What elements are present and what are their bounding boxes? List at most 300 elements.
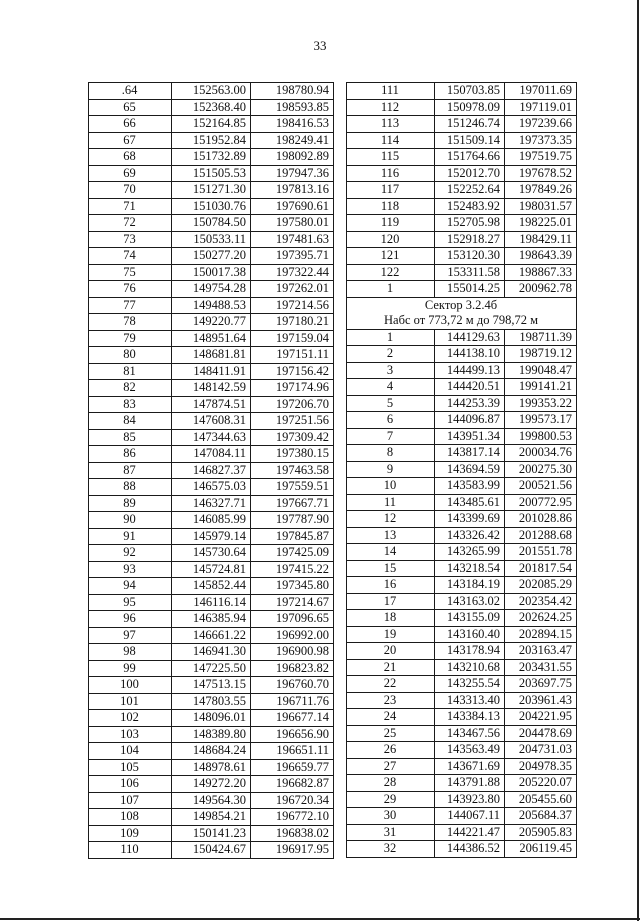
x-coordinate-cell: 143160.40 [435,626,505,643]
x-coordinate-cell: 151505.53 [172,165,251,182]
table-row [347,841,577,858]
y-coordinate-cell: 198092.89 [251,149,334,166]
table-row [347,248,577,265]
y-coordinate-cell: 199141.21 [505,379,577,396]
table-row [89,660,334,677]
y-coordinate-cell: 197690.61 [251,198,334,215]
point-number-cell: 1 [347,329,435,346]
x-coordinate-cell: 151732.89 [172,149,251,166]
point-number-cell: 2 [347,346,435,363]
table-row [347,643,577,660]
x-coordinate-cell: 151764.66 [435,149,505,166]
point-number-cell: 121 [347,248,435,265]
x-coordinate-cell: 144253.39 [435,395,505,412]
y-coordinate-cell: 203163.47 [505,643,577,660]
y-coordinate-cell: 197214.67 [251,594,334,611]
point-number-cell: 28 [347,775,435,792]
x-coordinate-cell: 143583.99 [435,478,505,495]
point-number-cell: 104 [89,743,172,760]
y-coordinate-cell: 196838.02 [251,825,334,842]
y-coordinate-cell: 198031.57 [505,198,577,215]
y-coordinate-cell: 197667.71 [251,495,334,512]
point-number-cell: 30 [347,808,435,825]
y-coordinate-cell: 197849.26 [505,182,577,199]
y-coordinate-cell: 197580.01 [251,215,334,232]
x-coordinate-cell: 148389.80 [172,726,251,743]
table-row [347,692,577,709]
x-coordinate-cell: 150784.50 [172,215,251,232]
point-number-cell: 20 [347,643,435,660]
x-coordinate-cell: 151509.14 [435,132,505,149]
table-row [89,677,334,694]
y-coordinate-cell: 197373.35 [505,132,577,149]
x-coordinate-cell: 143313.40 [435,692,505,709]
table-row [89,198,334,215]
point-number-cell: 95 [89,594,172,611]
y-coordinate-cell: 196656.90 [251,726,334,743]
y-coordinate-cell: 197214.56 [251,297,334,314]
x-coordinate-cell: 143923.80 [435,791,505,808]
x-coordinate-cell: 147225.50 [172,660,251,677]
point-number-cell: 120 [347,231,435,248]
table-row [347,610,577,627]
point-number-cell: 25 [347,725,435,742]
table-row [347,461,577,478]
point-number-cell: 7 [347,428,435,445]
x-coordinate-cell: 152012.70 [435,165,505,182]
x-coordinate-cell: 152483.92 [435,198,505,215]
x-coordinate-cell: 143467.56 [435,725,505,742]
y-coordinate-cell: 200772.95 [505,494,577,511]
x-coordinate-cell: 143255.54 [435,676,505,693]
table-row [89,479,334,496]
table-row [347,593,577,610]
table-row [347,412,577,429]
x-coordinate-cell: 151246.74 [435,116,505,133]
table-row [89,809,334,826]
y-coordinate-cell: 202894.15 [505,626,577,643]
point-number-cell: 102 [89,710,172,727]
y-coordinate-cell: 205905.83 [505,824,577,841]
point-number-cell: 86 [89,446,172,463]
point-number-cell: 98 [89,644,172,661]
y-coordinate-cell: 202085.29 [505,577,577,594]
y-coordinate-cell: 197206.70 [251,396,334,413]
y-coordinate-cell: 197309.42 [251,429,334,446]
x-coordinate-cell: 148411.91 [172,363,251,380]
point-number-cell: 109 [89,825,172,842]
y-coordinate-cell: 199353.22 [505,395,577,412]
point-number-cell: 107 [89,792,172,809]
table-row [89,743,334,760]
table-row [347,83,577,100]
point-number-cell: 105 [89,759,172,776]
x-coordinate-cell: 143384.13 [435,709,505,726]
y-coordinate-cell: 197011.69 [505,83,577,100]
point-number-cell: 94 [89,578,172,595]
y-coordinate-cell: 197845.87 [251,528,334,545]
table-row [347,676,577,693]
point-number-cell: 29 [347,791,435,808]
point-number-cell: 87 [89,462,172,479]
y-coordinate-cell: 197559.51 [251,479,334,496]
table-row [89,99,334,116]
x-coordinate-cell: 144138.10 [435,346,505,363]
x-coordinate-cell: 151030.76 [172,198,251,215]
x-coordinate-cell: 150533.11 [172,231,251,248]
x-coordinate-cell: 152368.40 [172,99,251,116]
sector-subtitle: Набс от 773,72 м до 798,72 м [347,313,577,329]
y-coordinate-cell: 197156.42 [251,363,334,380]
x-coordinate-cell: 143485.61 [435,494,505,511]
point-number-cell: .64 [89,83,172,100]
y-coordinate-cell: 196720.34 [251,792,334,809]
point-number-cell: 103 [89,726,172,743]
y-coordinate-cell: 197151.11 [251,347,334,364]
point-number-cell: 31 [347,824,435,841]
x-coordinate-cell: 143326.42 [435,527,505,544]
bottom-edge-line [0,918,640,920]
y-coordinate-cell: 201288.68 [505,527,577,544]
y-coordinate-cell: 197322.44 [251,264,334,281]
table-row [89,264,334,281]
y-coordinate-cell: 204978.35 [505,758,577,775]
table-row [347,215,577,232]
point-number-cell: 118 [347,198,435,215]
table-row [347,709,577,726]
point-number-cell: 119 [347,215,435,232]
x-coordinate-cell: 144096.87 [435,412,505,429]
table-row [89,462,334,479]
y-coordinate-cell: 199800.53 [505,428,577,445]
point-number-cell: 106 [89,776,172,793]
table-row [89,297,334,314]
x-coordinate-cell: 150141.23 [172,825,251,842]
y-coordinate-cell: 197947.36 [251,165,334,182]
table-row [347,281,577,298]
table-row [347,527,577,544]
x-coordinate-cell: 146327.71 [172,495,251,512]
point-number-cell: 97 [89,627,172,644]
y-coordinate-cell: 197251.56 [251,413,334,430]
point-number-cell: 116 [347,165,435,182]
y-coordinate-cell: 203431.55 [505,659,577,676]
point-number-cell: 96 [89,611,172,628]
y-coordinate-cell: 196992.00 [251,627,334,644]
y-coordinate-cell: 205455.60 [505,791,577,808]
x-coordinate-cell: 148681.81 [172,347,251,364]
point-number-cell: 13 [347,527,435,544]
table-row [89,561,334,578]
point-number-cell: 12 [347,511,435,528]
point-number-cell: 76 [89,281,172,298]
y-coordinate-cell: 200521.56 [505,478,577,495]
table-row [89,528,334,545]
y-coordinate-cell: 196772.10 [251,809,334,826]
table-row [89,149,334,166]
table-row [89,182,334,199]
point-number-cell: 88 [89,479,172,496]
y-coordinate-cell: 197463.58 [251,462,334,479]
y-coordinate-cell: 201551.78 [505,544,577,561]
x-coordinate-cell: 148142.59 [172,380,251,397]
x-coordinate-cell: 143184.19 [435,577,505,594]
point-number-cell: 80 [89,347,172,364]
x-coordinate-cell: 151271.30 [172,182,251,199]
x-coordinate-cell: 150703.85 [435,83,505,100]
y-coordinate-cell: 206119.45 [505,841,577,858]
y-coordinate-cell: 197159.04 [251,330,334,347]
x-coordinate-cell: 149488.53 [172,297,251,314]
table-row [89,116,334,133]
x-coordinate-cell: 152252.64 [435,182,505,199]
y-coordinate-cell: 200034.76 [505,445,577,462]
point-number-cell: 93 [89,561,172,578]
point-number-cell: 67 [89,132,172,149]
x-coordinate-cell: 151952.84 [172,132,251,149]
y-coordinate-cell: 198867.33 [505,264,577,281]
y-coordinate-cell: 203961.43 [505,692,577,709]
y-coordinate-cell: 204478.69 [505,725,577,742]
x-coordinate-cell: 144499.13 [435,362,505,379]
x-coordinate-cell: 153120.30 [435,248,505,265]
point-number-cell: 71 [89,198,172,215]
point-number-cell: 23 [347,692,435,709]
table-row [89,726,334,743]
point-number-cell: 17 [347,593,435,610]
sector-title: Сектор 3.2.4б [347,297,577,313]
point-number-cell: 27 [347,758,435,775]
table-row [347,742,577,759]
x-coordinate-cell: 155014.25 [435,281,505,298]
point-number-cell: 18 [347,610,435,627]
table-row [347,231,577,248]
y-coordinate-cell: 198780.94 [251,83,334,100]
y-coordinate-cell: 198643.39 [505,248,577,265]
x-coordinate-cell: 143210.68 [435,659,505,676]
x-coordinate-cell: 147084.11 [172,446,251,463]
table-row [347,478,577,495]
table-row [89,545,334,562]
y-coordinate-cell: 197678.52 [505,165,577,182]
x-coordinate-cell: 148684.24 [172,743,251,760]
x-coordinate-cell: 143399.69 [435,511,505,528]
table-row [89,413,334,430]
x-coordinate-cell: 143671.69 [435,758,505,775]
point-number-cell: 117 [347,182,435,199]
table-row [347,494,577,511]
y-coordinate-cell: 202354.42 [505,593,577,610]
table-row [89,495,334,512]
point-number-cell: 68 [89,149,172,166]
point-number-cell: 89 [89,495,172,512]
x-coordinate-cell: 143155.09 [435,610,505,627]
y-coordinate-cell: 197395.71 [251,248,334,265]
point-number-cell: 75 [89,264,172,281]
y-coordinate-cell: 196900.98 [251,644,334,661]
y-coordinate-cell: 198711.39 [505,329,577,346]
point-number-cell: 101 [89,693,172,710]
y-coordinate-cell: 197481.63 [251,231,334,248]
point-number-cell: 81 [89,363,172,380]
x-coordinate-cell: 147608.31 [172,413,251,430]
point-number-cell: 21 [347,659,435,676]
point-number-cell: 66 [89,116,172,133]
point-number-cell: 24 [347,709,435,726]
x-coordinate-cell: 144067.11 [435,808,505,825]
y-coordinate-cell: 204221.95 [505,709,577,726]
point-number-cell: 73 [89,231,172,248]
point-number-cell: 83 [89,396,172,413]
x-coordinate-cell: 146575.03 [172,479,251,496]
y-coordinate-cell: 198416.53 [251,116,334,133]
y-coordinate-cell: 196651.11 [251,743,334,760]
x-coordinate-cell: 145730.64 [172,545,251,562]
y-coordinate-cell: 196659.77 [251,759,334,776]
table-row [89,644,334,661]
right-coordinates-table [346,82,577,858]
table-row [347,99,577,116]
point-number-cell: 69 [89,165,172,182]
x-coordinate-cell: 148096.01 [172,710,251,727]
y-coordinate-cell: 197174.96 [251,380,334,397]
y-coordinate-cell: 197415.22 [251,561,334,578]
point-number-cell: 6 [347,412,435,429]
table-row [89,231,334,248]
y-coordinate-cell: 198719.12 [505,346,577,363]
x-coordinate-cell: 144386.52 [435,841,505,858]
table-row [347,791,577,808]
table-row [347,428,577,445]
y-coordinate-cell: 197345.80 [251,578,334,595]
sector-header-row [347,313,577,329]
x-coordinate-cell: 150424.67 [172,842,251,859]
point-number-cell: 10 [347,478,435,495]
table-row [89,693,334,710]
point-number-cell: 65 [89,99,172,116]
x-coordinate-cell: 143218.54 [435,560,505,577]
y-coordinate-cell: 197262.01 [251,281,334,298]
table-row [347,264,577,281]
table-row [89,594,334,611]
table-row [89,825,334,842]
point-number-cell: 122 [347,264,435,281]
point-number-cell: 5 [347,395,435,412]
y-coordinate-cell: 197787.90 [251,512,334,529]
left-coordinates-table [88,82,334,859]
y-coordinate-cell: 201028.86 [505,511,577,528]
y-coordinate-cell: 196711.76 [251,693,334,710]
table-row [347,544,577,561]
y-coordinate-cell: 197425.09 [251,545,334,562]
x-coordinate-cell: 150017.38 [172,264,251,281]
table-row [89,611,334,628]
point-number-cell: 100 [89,677,172,694]
y-coordinate-cell: 198593.85 [251,99,334,116]
y-coordinate-cell: 197519.75 [505,149,577,166]
y-coordinate-cell: 197813.16 [251,182,334,199]
table-row [89,330,334,347]
x-coordinate-cell: 145979.14 [172,528,251,545]
x-coordinate-cell: 147803.55 [172,693,251,710]
table-row [89,83,334,100]
table-row [347,725,577,742]
point-number-cell: 79 [89,330,172,347]
table-row [89,710,334,727]
x-coordinate-cell: 149220.77 [172,314,251,331]
x-coordinate-cell: 150978.09 [435,99,505,116]
x-coordinate-cell: 147513.15 [172,677,251,694]
x-coordinate-cell: 147874.51 [172,396,251,413]
table-row [89,446,334,463]
table-row [347,379,577,396]
table-row [347,132,577,149]
x-coordinate-cell: 152918.27 [435,231,505,248]
x-coordinate-cell: 146085.99 [172,512,251,529]
table-row [89,165,334,182]
y-coordinate-cell: 199573.17 [505,412,577,429]
x-coordinate-cell: 143791.88 [435,775,505,792]
x-coordinate-cell: 143178.94 [435,643,505,660]
table-row [89,215,334,232]
point-number-cell: 72 [89,215,172,232]
table-row [89,396,334,413]
point-number-cell: 8 [347,445,435,462]
table-row [347,149,577,166]
table-row [347,198,577,215]
point-number-cell: 9 [347,461,435,478]
y-coordinate-cell: 203697.75 [505,676,577,693]
table-row [89,248,334,265]
point-number-cell: 1 [347,281,435,298]
x-coordinate-cell: 143563.49 [435,742,505,759]
x-coordinate-cell: 149754.28 [172,281,251,298]
x-coordinate-cell: 146385.94 [172,611,251,628]
point-number-cell: 91 [89,528,172,545]
page-number: 33 [313,38,327,53]
point-number-cell: 77 [89,297,172,314]
x-coordinate-cell: 144420.51 [435,379,505,396]
table-row [347,758,577,775]
y-coordinate-cell: 204731.03 [505,742,577,759]
point-number-cell: 22 [347,676,435,693]
point-number-cell: 78 [89,314,172,331]
point-number-cell: 70 [89,182,172,199]
table-row [347,511,577,528]
x-coordinate-cell: 145724.81 [172,561,251,578]
table-row [347,560,577,577]
y-coordinate-cell: 197239.66 [505,116,577,133]
sector-header-row [347,297,577,313]
y-coordinate-cell: 197380.15 [251,446,334,463]
point-number-cell: 3 [347,362,435,379]
table-row [89,314,334,331]
x-coordinate-cell: 143817.14 [435,445,505,462]
point-number-cell: 74 [89,248,172,265]
table-row [89,281,334,298]
y-coordinate-cell: 201817.54 [505,560,577,577]
point-number-cell: 111 [347,83,435,100]
table-row [89,347,334,364]
table-row [89,776,334,793]
y-coordinate-cell: 196917.95 [251,842,334,859]
table-row [89,132,334,149]
table-row [347,808,577,825]
table-row [347,577,577,594]
y-coordinate-cell: 196677.14 [251,710,334,727]
table-row [347,346,577,363]
table-row [89,759,334,776]
